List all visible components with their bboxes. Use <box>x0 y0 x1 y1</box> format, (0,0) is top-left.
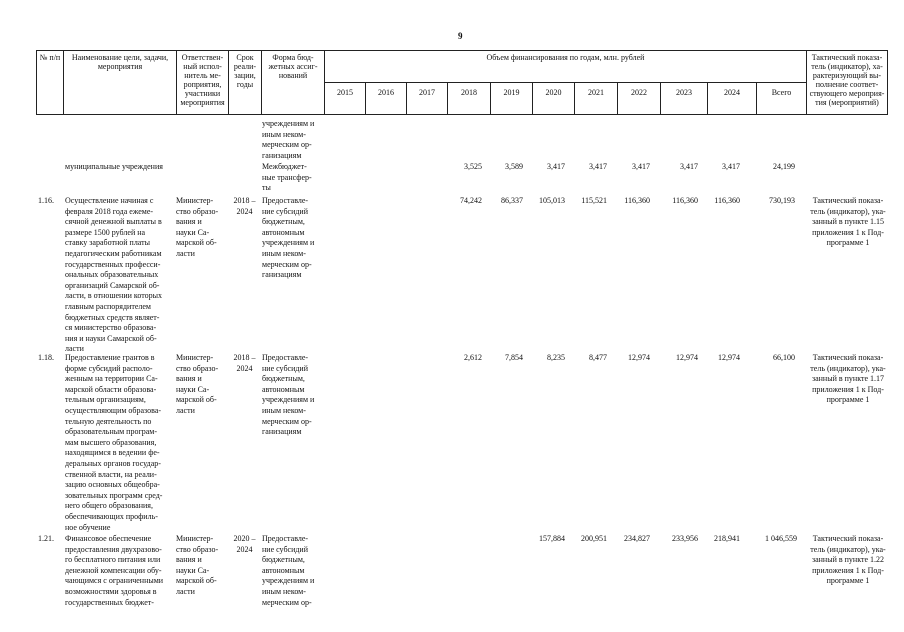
header-name: Наименование цели, задачи, мероприятия <box>71 53 169 71</box>
value-2022: 12,974 <box>628 353 650 362</box>
row-number: 1.21. <box>38 534 54 543</box>
value-2024: 3,417 <box>722 162 740 171</box>
value-2023: 3,417 <box>680 162 698 171</box>
value-total: 730,193 <box>769 196 795 205</box>
value-2022: 3,417 <box>632 162 650 171</box>
header-responsible: Ответствен- ный испол- нитель ме- роприятия, участники мероприятия <box>180 53 225 107</box>
year-2016: 2016 <box>378 88 394 97</box>
row-number: 1.18. <box>38 353 54 362</box>
year-2021: 2021 <box>588 88 604 97</box>
row-form: учреждениям и иным неком- мерческим ор- ганизациям <box>262 119 315 160</box>
row-form: Предоставле- ние субсидий бюджетным, автономным учреждениям и иным неком- мерческим ор- ганизациям <box>262 353 315 437</box>
value-total: 24,199 <box>773 162 795 171</box>
row-term: 2018 – 2024 <box>233 353 256 373</box>
value-total: 1 046,559 <box>765 534 797 543</box>
header-funding: Объем финансирования по годам, млн. рублей <box>486 53 645 62</box>
row-number: 1.16. <box>38 196 54 205</box>
year-2019: 2019 <box>503 88 520 97</box>
row-indicator: Тактический показа- тель (индикатор), ука- занный в пункте 1.22 приложения 1 к Под- программе 1 <box>810 534 886 586</box>
row-indicator: Тактический показа- тель (индикатор), ука- занный в пункте 1.17 приложения 1 к Под- программе 1 <box>810 353 886 405</box>
year-2015: 2015 <box>337 88 353 97</box>
year-2018: 2018 <box>461 88 477 97</box>
value-2018: 74,242 <box>460 196 482 205</box>
row-responsible: Министер- ство образо- вания и науки Са- марской об- ласти <box>176 534 219 596</box>
value-2022: 234,827 <box>624 534 650 543</box>
value-2024: 218,941 <box>714 534 740 543</box>
year-total: Всего <box>771 88 792 97</box>
row-name: Предоставление грантов в форме субсидий располо- женным на территории Са- марской области образова- тельным организациям, осуществляющим образова- тельную деятельность по образовательным програм- мам высшего образования, находящимся в ведении фе- деральных органов государ- ственной власти, на реали- зацию основных общеобра- зовательных программ сред- него общего образования, обеспечивающих профиль- ное обучение <box>65 353 163 532</box>
row-form: Предоставле- ние субсидий бюджетным, автономным учреждениям и иным неком- мерческим ор- <box>262 534 315 607</box>
row-name: муниципальные учреждения <box>65 162 163 171</box>
value-2020: 105,013 <box>539 196 565 205</box>
header-term: Срок реали- зации, годы <box>233 53 257 89</box>
row-name: Финансовое обеспечение предоставления двухразово- го бесплатного питания или денежной компенсации обу- чающимся с ограниченными возможностями здоровья в государственных бюджет- <box>65 534 164 607</box>
value-2023: 116,360 <box>672 196 698 205</box>
value-2021: 3,417 <box>589 162 607 171</box>
value-2022: 116,360 <box>624 196 650 205</box>
value-2020: 157,884 <box>539 534 565 543</box>
header-indicator: Тактический показа- тель (индикатор), ха- рактеризующий вы- полнение соответ- ствующего мероприя- тия (мероприятий) <box>809 53 885 107</box>
header-no: № п/п <box>39 53 61 62</box>
value-2019: 86,337 <box>501 196 523 205</box>
value-2023: 12,974 <box>676 353 698 362</box>
value-2024: 116,360 <box>714 196 740 205</box>
value-2021: 115,521 <box>581 196 607 205</box>
value-total: 66,100 <box>773 353 795 362</box>
value-2018: 3,525 <box>464 162 482 171</box>
value-2021: 8,477 <box>589 353 607 362</box>
row-form: Межбюджет- ные трансфер- ты <box>262 162 312 193</box>
value-2018: 2,612 <box>464 353 482 362</box>
header-form: Форма бюд- жетных ассиг- нований <box>268 53 318 80</box>
row-term: 2018 – 2024 <box>233 196 256 216</box>
year-2022: 2022 <box>631 88 647 97</box>
row-name: Осуществление начиная с февраля 2018 года ежеме- сячной денежной выплаты в размере 1500 рублей на ставку заработной платы педагогическим работникам государственных професси- ональных образовательных организаций Самарской об- ласти, в отношении которых главным распорядителем бюджетных средств являет- ся министерство образова- ния и науки Самарской об- ласти <box>65 196 163 354</box>
value-2019: 7,854 <box>505 353 523 362</box>
value-2021: 200,951 <box>581 534 607 543</box>
year-2023: 2023 <box>676 88 692 97</box>
row-form: Предоставле- ние субсидий бюджетным, автономным учреждениям и иным неком- мерческим ор- ганизациям <box>262 196 315 280</box>
year-2020: 2020 <box>545 88 562 97</box>
row-indicator: Тактический показа- тель (индикатор), ука- занный в пункте 1.15 приложения 1 к Под- программе 1 <box>810 196 886 248</box>
year-2024: 2024 <box>724 88 740 97</box>
value-2023: 233,956 <box>672 534 698 543</box>
year-2017: 2017 <box>419 88 435 97</box>
value-2019: 3,589 <box>505 162 523 171</box>
page-number: 9 <box>458 31 463 41</box>
row-responsible: Министер- ство образо- вания и науки Са- марской об- ласти <box>176 353 219 415</box>
row-term: 2020 – 2024 <box>233 534 256 554</box>
row-responsible: Министер- ство образо- вания и науки Са- марской об- ласти <box>176 196 219 258</box>
value-2024: 12,974 <box>718 353 740 362</box>
value-2020: 3,417 <box>547 162 565 171</box>
value-2020: 8,235 <box>547 353 565 362</box>
